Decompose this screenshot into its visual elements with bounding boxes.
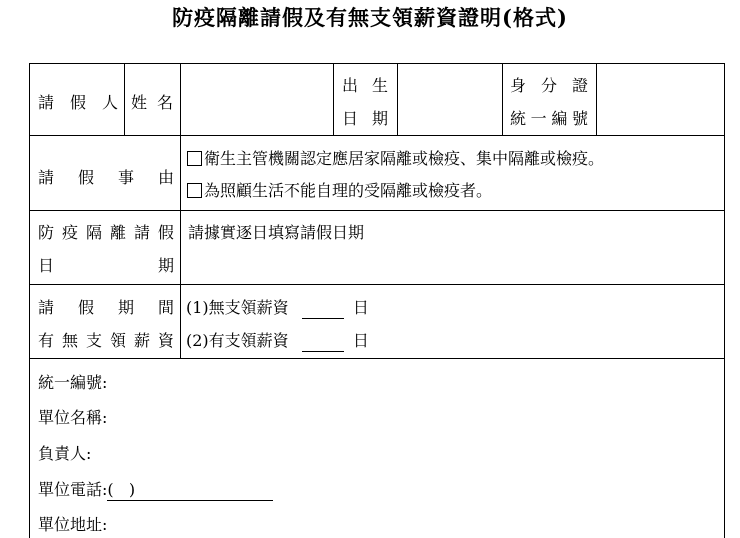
table-border-top: [29, 63, 725, 64]
table-border-left: [29, 63, 30, 538]
paid-salary-text: (2)有支領薪資: [186, 331, 289, 350]
table-divider-row2: [29, 210, 725, 211]
table-divider-row1: [29, 135, 725, 136]
leave-dates-label-line1: 防 疫 隔 離 請 假: [38, 223, 174, 242]
table-col-divider-birth-right: [397, 63, 398, 135]
unpaid-days-row: [186, 298, 369, 319]
table-col-divider-applicant: [124, 63, 125, 135]
table-divider-row4: [29, 358, 725, 359]
employer-address-label: 單位地址:: [38, 515, 108, 534]
reason-option-2[interactable]: [187, 181, 492, 201]
unpaid-days-unit: 日: [352, 298, 369, 317]
reason-option-2-text: 為照顧生活不能自理的受隔離或檢疫者。: [204, 181, 493, 200]
person-in-charge-label: 負責人:: [38, 444, 92, 463]
salary-label-line2: 有 無 支 領 薪 資: [38, 331, 174, 350]
employer-name-label: 單位名稱:: [38, 408, 108, 427]
employer-phone-input[interactable]: [107, 480, 273, 501]
paid-days-unit: 日: [352, 331, 369, 350]
birth-date-field[interactable]: [402, 88, 498, 118]
name-field[interactable]: [186, 88, 330, 118]
id-number-field[interactable]: [602, 88, 720, 118]
unpaid-days-input[interactable]: [302, 298, 344, 319]
id-label-line1: 身 分 證: [510, 76, 588, 95]
reason-label: 請 假 事 由: [38, 168, 174, 187]
reason-option-1[interactable]: [187, 149, 604, 169]
id-label-line2: 統 一 編 號: [510, 109, 588, 128]
unpaid-salary-text: (1)無支領薪資: [186, 298, 289, 317]
applicant-label: 請 假 人: [38, 93, 118, 112]
table-col-divider-id-right: [596, 63, 597, 135]
document-title: 防疫隔離請假及有無支領薪資證明(格式): [172, 5, 568, 30]
birth-label-line1: 出 生: [342, 76, 388, 95]
reason-option-1-text: 衛生主管機關認定應居家隔離或檢疫、集中隔離或檢疫。: [204, 149, 605, 168]
leave-dates-label-line2: 日 期: [38, 256, 174, 275]
employer-phone-label: 單位電話:: [38, 480, 108, 499]
checkbox-icon[interactable]: [187, 183, 202, 198]
table-divider-row3: [29, 284, 725, 285]
name-label: 姓 名: [131, 93, 173, 112]
employer-tax-id-label: 統一編號:: [38, 373, 108, 392]
paid-days-row: [186, 331, 369, 352]
paid-days-input[interactable]: [302, 331, 344, 352]
checkbox-icon[interactable]: [187, 151, 202, 166]
birth-label-line2: 日 期: [342, 109, 388, 128]
salary-label-line1: 請 假 期 間: [38, 298, 174, 317]
employer-phone-row: [38, 480, 273, 501]
table-col-divider-id-left: [502, 63, 503, 135]
leave-dates-field[interactable]: 請據實逐日填寫請假日期: [188, 223, 365, 242]
table-border-right: [724, 63, 725, 538]
phone-area-code: ( ): [107, 480, 136, 499]
table-col-divider-label: [180, 63, 181, 358]
table-col-divider-birth-left: [333, 63, 334, 135]
